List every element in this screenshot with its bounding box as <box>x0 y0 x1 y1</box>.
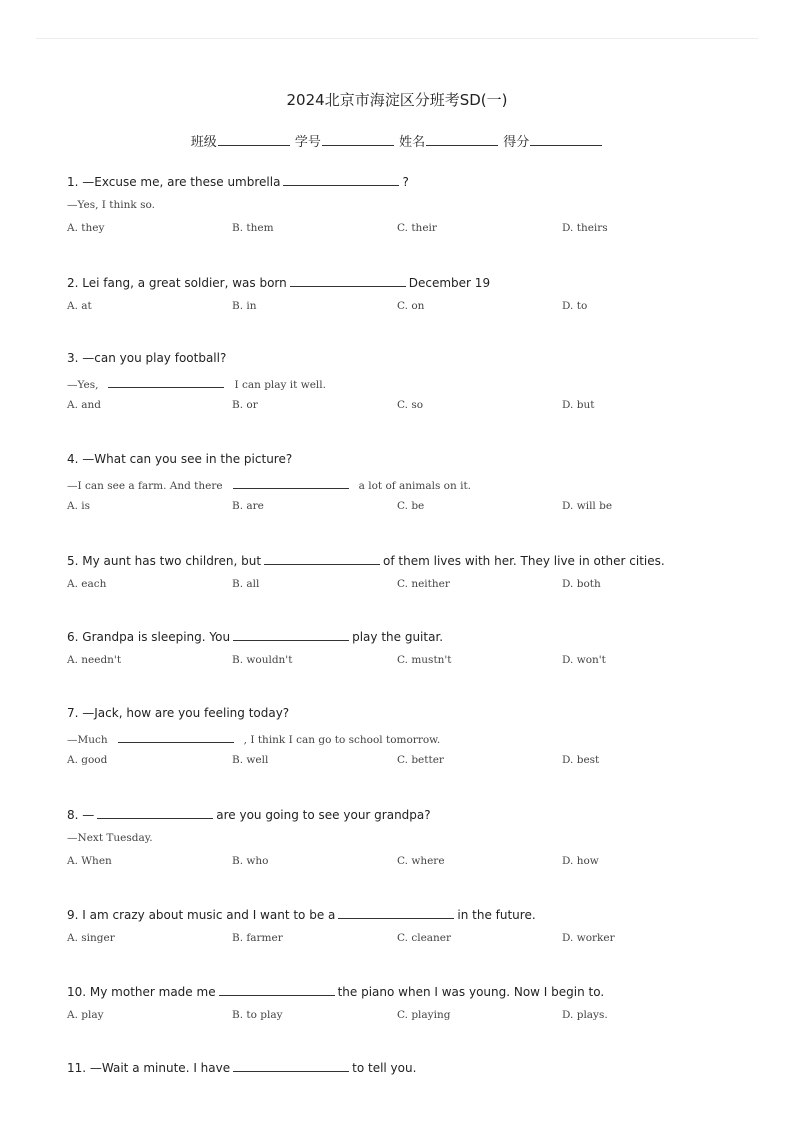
answer-blank[interactable] <box>233 1059 349 1072</box>
stem-text: 6. Grandpa is sleeping. You <box>67 630 231 644</box>
question-stem <box>67 552 767 568</box>
option-d[interactable]: D. both <box>562 578 601 590</box>
option-a[interactable]: A. singer <box>67 932 115 944</box>
option-a[interactable]: A. is <box>67 500 91 512</box>
option-b[interactable]: B. them <box>232 222 274 234</box>
question-stem <box>67 274 767 290</box>
stem-text-after: are you going to see your grandpa? <box>216 808 431 822</box>
answer-blank[interactable] <box>338 906 454 919</box>
stem-text-after: the piano when I was young. Now I begin to. <box>337 985 605 999</box>
stem-text-after: in the future. <box>457 908 536 922</box>
response-text: —Yes, I think so. <box>67 199 155 211</box>
option-c[interactable]: C. on <box>397 300 425 312</box>
option-d[interactable]: D. worker <box>562 932 615 944</box>
exam-title: 2024北京市海淀区分班考SD(一) <box>286 91 508 109</box>
option-b[interactable]: B. in <box>232 300 257 312</box>
option-d[interactable]: D. how <box>562 855 599 867</box>
option-a[interactable]: A. needn't <box>67 654 122 666</box>
student-id-label: 学号 <box>294 135 321 150</box>
options-row <box>67 1009 767 1023</box>
option-a[interactable]: A. and <box>67 399 102 411</box>
answer-blank[interactable] <box>108 375 224 388</box>
student-info-row <box>0 131 794 150</box>
question-stem <box>67 1059 767 1075</box>
dialogue-response <box>67 375 767 389</box>
option-d[interactable]: D. best <box>562 754 600 766</box>
stem-text-after: ? <box>402 175 409 189</box>
option-a[interactable]: A. play <box>67 1009 104 1021</box>
option-d[interactable]: D. won't <box>562 654 606 666</box>
question-4 <box>67 451 767 514</box>
options-row <box>67 500 767 514</box>
dialogue-response <box>67 730 767 744</box>
stem-text: 1. —Excuse me, are these umbrella <box>67 175 281 189</box>
question-2 <box>67 274 767 314</box>
option-d[interactable]: D. theirs <box>562 222 608 234</box>
option-d[interactable]: D. to <box>562 300 588 312</box>
question-11 <box>67 1059 767 1075</box>
response-text: —Yes, <box>67 379 99 391</box>
option-c[interactable]: C. playing <box>397 1009 451 1021</box>
option-b[interactable]: B. or <box>232 399 258 411</box>
options-row <box>67 399 767 413</box>
response-text-after: a lot of animals on it. <box>358 480 472 492</box>
score-label: 得分 <box>503 135 530 150</box>
answer-blank[interactable] <box>219 983 335 996</box>
option-b[interactable]: B. who <box>232 855 269 867</box>
options-row <box>67 654 767 668</box>
option-a[interactable]: A. each <box>67 578 107 590</box>
option-a[interactable]: A. When <box>67 855 112 867</box>
answer-blank[interactable] <box>233 476 349 489</box>
class-label: 班级 <box>190 135 217 150</box>
options-row <box>67 300 767 314</box>
question-stem <box>67 173 767 189</box>
stem-text-after: of them lives with her. They live in other cities. <box>383 554 665 568</box>
student-id-blank[interactable] <box>322 131 394 146</box>
option-d[interactable]: D. will be <box>562 500 613 512</box>
answer-blank[interactable] <box>283 173 399 186</box>
question-stem <box>67 906 767 922</box>
dialogue-response <box>67 198 767 212</box>
option-c[interactable]: C. neither <box>397 578 450 590</box>
option-b[interactable]: B. well <box>232 754 269 766</box>
stem-text: 11. —Wait a minute. I have <box>67 1061 231 1075</box>
answer-blank[interactable] <box>233 628 349 641</box>
option-a[interactable]: A. good <box>67 754 108 766</box>
question-stem <box>67 983 767 999</box>
question-6 <box>67 628 767 668</box>
stem-text: 9. I am crazy about music and I want to be a <box>67 908 336 922</box>
option-b[interactable]: B. to play <box>232 1009 283 1021</box>
option-b[interactable]: B. farmer <box>232 932 283 944</box>
option-c[interactable]: C. better <box>397 754 444 766</box>
option-c[interactable]: C. be <box>397 500 425 512</box>
class-blank[interactable] <box>218 131 290 146</box>
option-b[interactable]: B. wouldn't <box>232 654 293 666</box>
response-text: —Much <box>67 734 108 746</box>
stem-text: 10. My mother made me <box>67 985 216 999</box>
options-row <box>67 855 767 869</box>
option-c[interactable]: C. so <box>397 399 424 411</box>
option-a[interactable]: A. at <box>67 300 92 312</box>
question-7 <box>67 705 767 768</box>
stem-text: 8. — <box>67 808 95 822</box>
stem-text-after: to tell you. <box>352 1061 417 1075</box>
option-c[interactable]: C. their <box>397 222 437 234</box>
option-a[interactable]: A. they <box>67 222 105 234</box>
answer-blank[interactable] <box>264 552 380 565</box>
answer-blank[interactable] <box>290 274 406 287</box>
option-c[interactable]: C. where <box>397 855 445 867</box>
response-text-after: I can play it well. <box>234 379 326 391</box>
options-row <box>67 754 767 768</box>
response-text: —I can see a farm. And there <box>67 480 223 492</box>
score-blank[interactable] <box>530 131 602 146</box>
options-row <box>67 932 767 946</box>
response-text-after: , I think I can go to school tomorrow. <box>243 734 441 746</box>
response-text: —Next Tuesday. <box>67 832 153 844</box>
question-stem <box>67 806 767 822</box>
answer-blank[interactable] <box>118 730 234 743</box>
stem-text-after: December 19 <box>408 276 491 290</box>
stem-text-after: play the guitar. <box>352 630 444 644</box>
stem-text: 5. My aunt has two children, but <box>67 554 262 568</box>
option-c[interactable]: C. mustn't <box>397 654 452 666</box>
question-1 <box>67 173 767 236</box>
question-stem: 4. —What can you see in the picture? <box>67 452 293 466</box>
answer-blank[interactable] <box>97 806 213 819</box>
question-stem <box>67 628 767 644</box>
option-b[interactable]: B. are <box>232 500 264 512</box>
name-label: 姓名 <box>399 135 426 150</box>
option-b[interactable]: B. all <box>232 578 260 590</box>
question-stem: 3. —can you play football? <box>67 351 227 365</box>
options-row <box>67 222 767 236</box>
question-8 <box>67 806 767 869</box>
options-row <box>67 578 767 592</box>
name-blank[interactable] <box>426 131 498 146</box>
option-c[interactable]: C. cleaner <box>397 932 452 944</box>
stem-text: 2. Lei fang, a great soldier, was born <box>67 276 287 290</box>
question-stem: 7. —Jack, how are you feeling today? <box>67 706 290 720</box>
option-d[interactable]: D. plays. <box>562 1009 608 1021</box>
question-5 <box>67 552 767 592</box>
dialogue-response <box>67 831 767 845</box>
option-d[interactable]: D. but <box>562 399 595 411</box>
question-3 <box>67 350 767 413</box>
dialogue-response <box>67 476 767 490</box>
header-rule <box>36 38 758 39</box>
question-10 <box>67 983 767 1023</box>
question-9 <box>67 906 767 946</box>
